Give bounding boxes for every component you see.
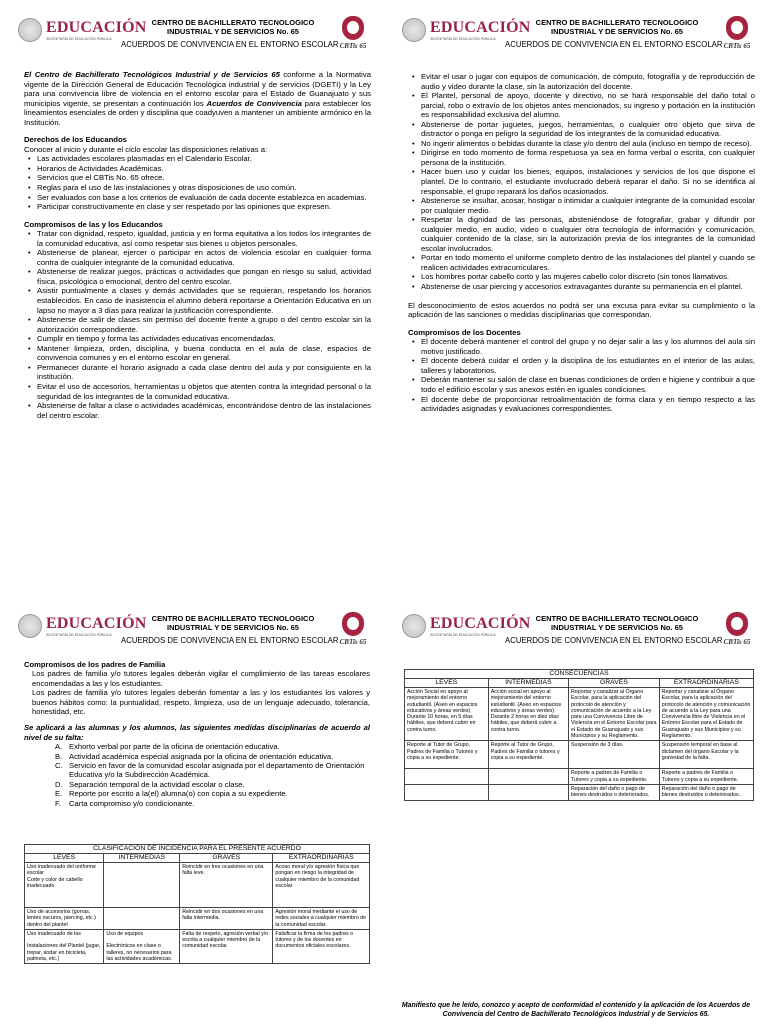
table-header: EXTRAORDINARIAS bbox=[659, 679, 753, 688]
list-item: • El Plantel, personal de apoyo, docente y directivo, no se hará responsable del daño total o parcial, robo o extravío de los objetos antes mencionados, su ingreso y portación en la institución es responsabilidad exclusiva del alumno. bbox=[421, 91, 755, 120]
cbtis-logo-text: CBTis 65 bbox=[339, 42, 367, 50]
document-page-2 bbox=[384, 0, 768, 512]
list-item: • No ingerir alimentos o bebidas durante la clase y/o dentro del aula (incluso en tiempo de receso). bbox=[421, 139, 755, 149]
table-title: CLASIFICACIÓN DE INCIDENCIA PARA EL PRESENTE ACUERDO bbox=[25, 845, 370, 854]
intro-text: conforme a la Normativa vigente de la Dirección General de Educación Tecnológica industrial y de servicios (DGETI) y la Ley para una convivencia libre de violencia en el entorno escolar para el Estado de Guanajuato y sus municipios vigente, se presentan a continuación los bbox=[24, 70, 371, 108]
table-row bbox=[405, 769, 754, 785]
list-letter: A. bbox=[55, 742, 63, 752]
header-title bbox=[138, 614, 328, 632]
table-cell: Reporte al Tutor de Grupo, Padres de Familia o tutores y copia a su expediente. bbox=[488, 741, 568, 769]
list-item: • Abstenerse de portar juguetes, juegos, herramientas, o cualquier otro objeto que sirva de distractor o ponga en peligro la seguridad de los integrantes de la comunidad educativa. bbox=[421, 120, 755, 139]
table-cell: Acción social en apoyo al mejoramiento del entorno estudiantil. (Aseo en espacios educativos y áreas verdes) Durante 2 horas en diez días hábiles, que deberá cubrir a contra turno. bbox=[488, 688, 568, 741]
table-cell: Agresión moral mediante el uso de redes sociales a cualquier miembro de la comunidad escolar. bbox=[273, 908, 370, 930]
header-title-line2: INDUSTRIAL Y DE SERVICIOS No. 65 bbox=[167, 27, 299, 36]
section-title-student-commitments: Compromisos de las y los Educandos bbox=[24, 219, 163, 229]
list-item: • El docente deberá mantener el control del grupo y no dejar salir a las y los alumnos del aula sin motivo justificado. bbox=[421, 337, 755, 356]
list-item: • Portar en todo momento el uniforme completo dentro de las instalaciones del plantel y cuando se realicen actividades extracurriculares. bbox=[421, 253, 755, 272]
student-commitments-list-continued bbox=[408, 72, 755, 292]
list-item: • Asistir puntualmente a clases y demás actividades que se requieran, respetando los horarios establecidos. En caso de inasistencia el alumno deberá reportarse a Orientación Educativa en un lapso no mayor a 3 días para realizar la justificación correspondiente. bbox=[37, 286, 371, 315]
table-cell: Reportar y canalizar al Órgano Escolar, para la aplicación del protocolo de atención y comunicación de acuerdo a la Ley para una Convivencia Libre de Violencia en el Entorno Escolar para el Estado de Guanajuato y sus Municipios y su Reglamento. bbox=[569, 688, 660, 741]
table-header: EXTRAORDINARIAS bbox=[273, 854, 370, 863]
table-header: INTERMEDIAS bbox=[488, 679, 568, 688]
logo-text: EDUCACIÓN bbox=[430, 19, 531, 36]
mexico-seal-icon bbox=[402, 614, 426, 638]
table-cell: Acoso moral y/o agresión física que pongan en riesgo la integridad de cualquier miembro de la comunidad escolar bbox=[273, 863, 370, 908]
table-cell bbox=[104, 908, 180, 930]
table-cell: Acción Social en apoyo al mejoramiento del entorno estudiantil. (Aseo en espacios educativos y áreas verdes) Durante 10 horas, en 5 días hábiles, que deberá cubrir en contra turno. bbox=[405, 688, 489, 741]
list-letter: E. bbox=[55, 789, 63, 799]
logo-subtext: SECRETARÍA DE EDUCACIÓN PÚBLICA bbox=[430, 633, 496, 637]
table-row bbox=[25, 863, 370, 908]
list-item: • Abstenerse de faltar a clase o actividades académicas, encontrándose dentro de las instalaciones del centro escolar. bbox=[37, 401, 371, 420]
parents-paragraph-1: Los padres de familia y/o tutores legales deberán vigilar el cumplimiento de las tareas escolares encomendadas a las y los estudiantes. bbox=[32, 669, 370, 688]
student-commitments-list bbox=[24, 229, 371, 420]
header-title-line1: CENTRO DE BACHILLERATO TECNOLOGICO bbox=[151, 614, 315, 623]
cbtis-emblem-icon bbox=[726, 612, 748, 636]
table-cell: Reincidir en dos ocasiones en una falta intermedia. bbox=[180, 908, 273, 930]
cbtis-emblem-icon bbox=[342, 16, 364, 40]
list-item: • El docente debe de proporcionar retroalimentación de forma clara y en tiempo respecto a las actividades asignadas y evaluaciones correspondientes. bbox=[421, 395, 755, 414]
page-header bbox=[18, 612, 370, 652]
header-title bbox=[138, 18, 328, 36]
list-item: • Participar constructivamente en clase y ser respetado por las opiniones que expresen. bbox=[37, 202, 371, 212]
section-title-rights: Derechos de los Educandos bbox=[24, 135, 127, 145]
header-title-line2: INDUSTRIAL Y DE SERVICIOS No. 65 bbox=[551, 623, 683, 632]
intro-paragraph bbox=[24, 70, 371, 127]
educacion-logo bbox=[18, 18, 147, 46]
table-cell: Uso de accesorios (gorras, lentes oscuros, piercing, etc.) dentro del plantel bbox=[25, 908, 104, 930]
list-item bbox=[55, 789, 370, 799]
list-item: • Abstenerse de planear, ejercer o participar en actos de violencia escolar en cualquier forma contra de cualquier integrante de la comunidad educativa. bbox=[37, 248, 371, 267]
logo-text: EDUCACIÓN bbox=[430, 615, 531, 632]
table-cell bbox=[405, 784, 489, 800]
table-cell: Uso de equipos Electrónicos en clase o talleres, no necesarios para las actividades académicas. bbox=[104, 929, 180, 963]
table-header: LEVES bbox=[405, 679, 489, 688]
table-cell: Reparación del daño o pago de bienes destruidos o deteriorados. bbox=[569, 784, 660, 800]
table-cell: Reparación del daño o pago de bienes destruidos o deteriorados. bbox=[659, 784, 753, 800]
rights-list bbox=[24, 154, 371, 211]
list-item: • Abstenerse de usar piercing y accesorios extravagantes durante su permanencia en el plantel. bbox=[421, 282, 755, 292]
list-text: Actividad académica especial asignada por la oficina de orientación educativa. bbox=[69, 751, 334, 761]
list-item: • Mantener limpieza, orden, disciplina, y buena conducta en el aula de clase, espacios de convivencia comunes y en el entorno escolar en general. bbox=[37, 344, 371, 363]
list-item bbox=[55, 761, 370, 780]
list-item bbox=[55, 798, 370, 808]
list-item: • Cumplir en tiempo y forma las actividades educativas encomendadas. bbox=[37, 334, 371, 344]
header-subtitle: ACUERDOS DE CONVIVENCIA EN EL ENTORNO ESCOLAR bbox=[121, 636, 339, 645]
list-item: • Deberán mantener su salón de clase en buenas condiciones de orden e higiene y contribuir a que todo el edificio escolar y sus anexos estén en iguales condiciones. bbox=[421, 375, 755, 394]
table-cell: Falsificar la firma de los padres o tutores y de los docentes en documentos oficiales escolares. bbox=[273, 929, 370, 963]
list-item: • Abstenerse de salir de clases sin permiso del docente frente a grupo o del centro escolar sin la autorización correspondiente. bbox=[37, 315, 371, 334]
document-page-1 bbox=[0, 0, 384, 512]
cbtis-logo-text: CBTis 65 bbox=[723, 638, 751, 646]
table-cell bbox=[488, 769, 568, 785]
list-item: • El docente deberá cuidar el orden y la disciplina de los estudiantes en el interior de las aulas, talleres y laboratorios. bbox=[421, 356, 755, 375]
table-cell: Falta de respeto, agresión verbal y/o escrita a cualquier miembro de la comunidad escolar. bbox=[180, 929, 273, 963]
list-item: • Los hombres portar cabello corto y las mujeres cabello color discreto (sin tonos llamativos. bbox=[421, 272, 755, 282]
list-item: • Respetar la dignidad de las personas, absteniéndose de fotografiar, grabar y difundir por cualquier medio, en audio, video o cualquier otra tecnología de información y comunicación, cualquier contenido de la clase, sin la autorización previa de los integrantes de la comunidad escolar involucrados. bbox=[421, 215, 755, 253]
list-letter: F. bbox=[55, 798, 61, 808]
header-subtitle: ACUERDOS DE CONVIVENCIA EN EL ENTORNO ESCOLAR bbox=[121, 40, 339, 49]
list-text: Separación temporal de la actividad escolar o clase. bbox=[69, 779, 245, 789]
table-cell: Reporte al Tutor de Grupo, Padres de Familia o Tutores y copia a su expediente. bbox=[405, 741, 489, 769]
cbtis-logo bbox=[338, 16, 368, 54]
cbtis-emblem-icon bbox=[342, 612, 364, 636]
list-text: Servicio en favor de la comunidad escolar asignada por el departamento de Orientación Educativa y/o la Subdirección Académica. bbox=[69, 761, 365, 780]
table-row bbox=[405, 741, 754, 769]
list-item: • Abstenerse se insultar, acosar, hostigar o intimidar a cualquier integrante de la comunidad escolar por cualquier medio. bbox=[421, 196, 755, 215]
logo-subtext: SECRETARÍA DE EDUCACIÓN PÚBLICA bbox=[430, 37, 496, 41]
mexico-seal-icon bbox=[18, 614, 42, 638]
measures-list bbox=[24, 742, 370, 808]
header-title bbox=[522, 18, 712, 36]
table-header: GRAVES bbox=[180, 854, 273, 863]
list-item: • Hacer buen uso y cuidar los bienes, equipos, instalaciones y servicios de los que dispone el plantel. De lo contrario, el estudiante involucrado deberá reparar el daño. Si no se identifica al responsable, el grupo reparará los daños ocasionados. bbox=[421, 167, 755, 196]
incidence-classification-table bbox=[24, 844, 370, 964]
list-text: Reporte por escrito a la(el) alumna(o) con copia a su expediente. bbox=[69, 789, 288, 799]
table-cell bbox=[405, 769, 489, 785]
logo-text: EDUCACIÓN bbox=[46, 19, 147, 36]
cbtis-logo bbox=[722, 16, 752, 54]
table-row bbox=[405, 784, 754, 800]
header-title-line1: CENTRO DE BACHILLERATO TECNOLOGICO bbox=[535, 614, 699, 623]
page-header bbox=[18, 16, 370, 56]
intro-bold: El Centro de Bachillerato Tecnológicos Industrial y de Servicios 65 bbox=[24, 70, 280, 79]
list-item: • Horarios de Actividades Académicas. bbox=[37, 164, 371, 174]
logo-subtext: SECRETARÍA DE EDUCACIÓN PÚBLICA bbox=[46, 37, 112, 41]
page-1-body bbox=[0, 70, 384, 420]
table-cell: Reporte a padres de Familia o Tutores y copia a su expediente. bbox=[569, 769, 660, 785]
list-item: • Servicios que el CBTis No. 65 ofrece. bbox=[37, 173, 371, 183]
parents-paragraph-2: Los padres de familia y/o tutores legales deberán fomentar a las y los estudiantes los valores y buenos hábitos como: la puntualidad, respeto, limpieza, uso de un lenguaje adecuado, tolerancia, honestidad, etc. bbox=[32, 688, 370, 717]
table-cell: Uso inadecuado del uniforme escolar Corte y color de cabello inadecuado bbox=[25, 863, 104, 908]
page-header bbox=[402, 612, 754, 652]
final-statement: Manifiesto que he leído, conozco y acepto de conformidad el contenido y la aplicación de los Acuerdos de Convivencia del Centro de Bachillerato Tecnológicos Industrial y de Servicios 65. bbox=[401, 1002, 751, 1018]
list-item: • Abstenerse de realizar juegos, prácticas o actividades que pongan en riesgo su salud, actividad física, psicológica o emocional, dentro del centro escolar. bbox=[37, 267, 371, 286]
measures-intro: Se aplicará a las alumnas y los alumnos, las siguientes medidas disciplinarias de acuerdo al nivel de su falta: bbox=[24, 723, 370, 742]
list-letter: B. bbox=[55, 751, 63, 761]
mexico-seal-icon bbox=[18, 18, 42, 42]
header-title-line2: INDUSTRIAL Y DE SERVICIOS No. 65 bbox=[551, 27, 683, 36]
logo-text: EDUCACIÓN bbox=[46, 615, 147, 632]
cbtis-logo-text: CBTis 65 bbox=[723, 42, 751, 50]
header-title bbox=[522, 614, 712, 632]
page-header bbox=[402, 16, 754, 56]
table-cell: Suspensión temporal en base al dictamen del órgano Escolar y la gravedad de la falta. bbox=[659, 741, 753, 769]
header-title-line1: CENTRO DE BACHILLERATO TECNOLOGICO bbox=[535, 18, 699, 27]
table-cell: Reportar y canalizar al Órgano Escolar, para la aplicación del protocolo de atención y comunicación de acuerdo a la Ley para una Convivencia libre de Violencia en el Entorno Escolar para el Estado de Guanajuato y sus Municipios y su Reglamento. bbox=[659, 688, 753, 741]
mexico-seal-icon bbox=[402, 18, 426, 42]
list-item: • Permanecer durante el horario asignado a cada clase dentro del aula y por consiguiente en la institución. bbox=[37, 363, 371, 382]
list-item: • Las actividades escolares plasmadas en el Calendario Escolar. bbox=[37, 154, 371, 164]
list-item bbox=[55, 779, 370, 789]
table-row bbox=[405, 688, 754, 741]
cbtis-emblem-icon bbox=[726, 16, 748, 40]
header-title-line2: INDUSTRIAL Y DE SERVICIOS No. 65 bbox=[167, 623, 299, 632]
list-letter: C. bbox=[55, 761, 63, 771]
table-title: CONSECUENCIAS bbox=[405, 670, 754, 679]
table-row bbox=[25, 908, 370, 930]
table-cell: Suspensión de 3 días. bbox=[569, 741, 660, 769]
table-header: GRAVES bbox=[569, 679, 660, 688]
educacion-logo bbox=[402, 18, 531, 46]
section-title-teacher-commitments: Compromisos de los Docentes bbox=[408, 327, 521, 337]
rights-intro: Conocer al inicio y durante el ciclo escolar las disposiciones relativas a: bbox=[24, 144, 268, 154]
disclaimer-paragraph: El desconocimiento de estos acuerdos no podrá ser una excusa para evitar su cumplimiento o la aplicación de las sanciones o medidas disciplinarias que correspondan. bbox=[408, 300, 755, 320]
educacion-logo bbox=[402, 614, 531, 642]
table-row bbox=[25, 929, 370, 963]
cbtis-logo bbox=[338, 612, 368, 650]
list-text: Carta compromiso y/o condicionante. bbox=[69, 798, 195, 808]
list-item bbox=[55, 742, 370, 752]
table-cell bbox=[104, 863, 180, 908]
cbtis-logo-text: CBTis 65 bbox=[339, 638, 367, 646]
list-item: • Reglas para el uso de las instalaciones y otras disposiciones de uso común. bbox=[37, 183, 371, 193]
page-2-body bbox=[384, 72, 768, 414]
list-text: Exhorto verbal por parte de la oficina de orientación educativa. bbox=[69, 742, 280, 752]
list-item: • Ser evaluados con base a los criterios de evaluación de cada docente establezca en academias. bbox=[37, 193, 371, 203]
table-header: INTERMEDIAS bbox=[104, 854, 180, 863]
header-subtitle: ACUERDOS DE CONVIVENCIA EN EL ENTORNO ESCOLAR bbox=[505, 636, 723, 645]
list-item: • Tratar con dignidad, respeto, igualdad, justicia y en forma equitativa a los todos los integrantes de la comunidad educativa, así como respetar sus bienes u objetos personales. bbox=[37, 229, 371, 248]
table-cell: Uso inadecuado de las Instalaciones del Plantel (jugar, trepar, andar en bicicleta, patineta, etc.) bbox=[25, 929, 104, 963]
list-letter: D. bbox=[55, 779, 63, 789]
table-cell: Reporte a padres de Familia o Tutores y copia a su expediente. bbox=[659, 769, 753, 785]
list-item bbox=[55, 751, 370, 761]
intro-text-end: para establecer los lineamientos esenciales de orden y disciplina que coadyuven a mantener un ambiente armónico en la Institución. bbox=[24, 98, 371, 127]
intro-emphasis: Acuerdos de Convivencia bbox=[206, 98, 302, 108]
educacion-logo bbox=[18, 614, 147, 642]
table-header: LEVES bbox=[25, 854, 104, 863]
page-3-body bbox=[24, 660, 370, 808]
list-item: • Evitar el uso de accesorios, herramientas u objetos que atenten contra la integridad personal o la seguridad de los integrantes de la comunidad educativa. bbox=[37, 382, 371, 401]
document-page-4 bbox=[384, 512, 768, 1024]
list-item: • Evitar el usar o jugar con equipos de comunicación, de cómputo, fotografía y de reproducción de audio y video durante la clase, sin la autorización del docente. bbox=[421, 72, 755, 91]
header-subtitle: ACUERDOS DE CONVIVENCIA EN EL ENTORNO ESCOLAR bbox=[505, 40, 723, 49]
header-title-line1: CENTRO DE BACHILLERATO TECNOLOGICO bbox=[151, 18, 315, 27]
table-cell: Reincidir en tres ocasiones en una falta leve. bbox=[180, 863, 273, 908]
table-cell bbox=[488, 784, 568, 800]
section-title-parent-commitments: Compromisos de los padres de Familia bbox=[24, 660, 166, 669]
teacher-commitments-list bbox=[408, 337, 755, 413]
document-page-3 bbox=[0, 512, 384, 1024]
consequences-table bbox=[404, 669, 754, 801]
cbtis-logo bbox=[722, 612, 752, 650]
list-item: • Dirigirse en todo momento de forma respetuosa ya sea en forma verbal o escrita, con cualquier persona de la institución. bbox=[421, 148, 755, 167]
logo-subtext: SECRETARÍA DE EDUCACIÓN PÚBLICA bbox=[46, 633, 112, 637]
